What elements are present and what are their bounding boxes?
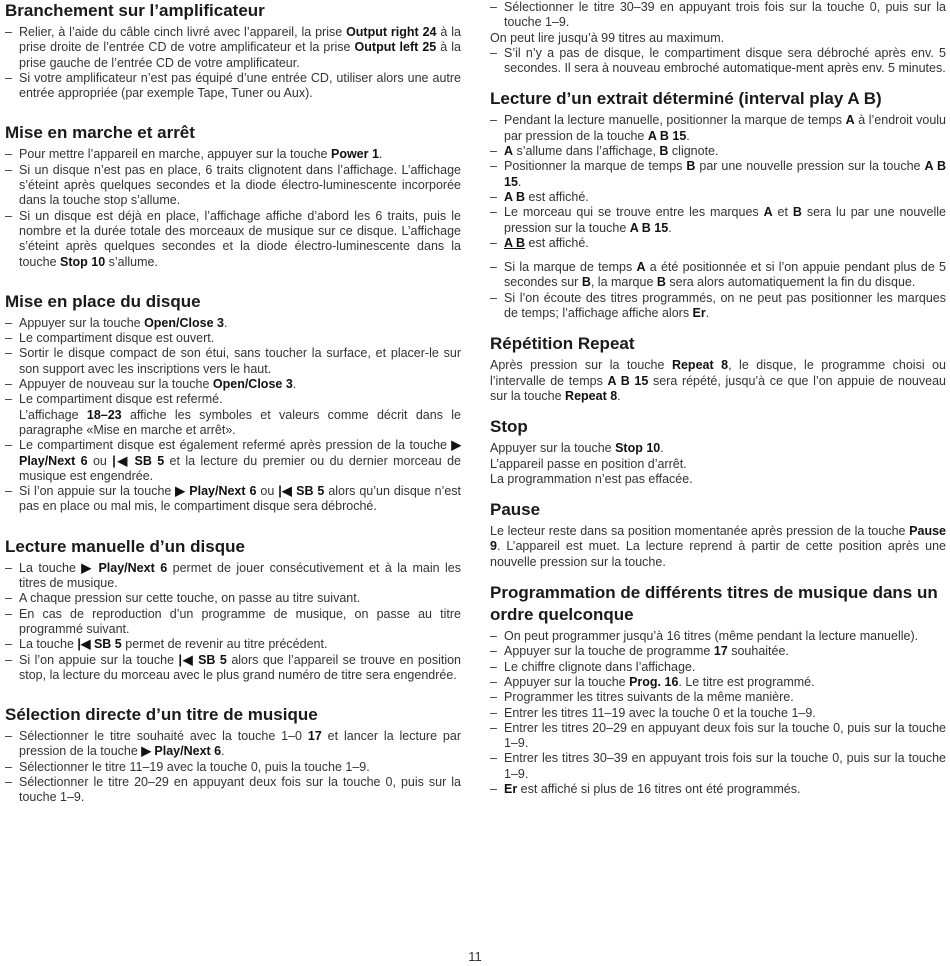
instruction-list bbox=[490, 629, 946, 797]
list-item: – Appuyer sur la touche Open/Close 3. bbox=[5, 316, 461, 331]
list-item: – Appuyer de nouveau sur la touche Open/Close 3. bbox=[5, 377, 461, 392]
list-item: – Appuyer sur la touche de programme 17 souhaitée. bbox=[490, 644, 946, 659]
list-item: – Entrer les titres 20–29 en appuyant deux fois sur la touche 0, puis sur la touche 1–9. bbox=[490, 721, 946, 752]
section-title: Pause bbox=[490, 500, 541, 520]
list-item: – Pour mettre l’appareil en marche, appuyer sur la touche Power 1. bbox=[5, 147, 461, 162]
text-line: Appuyer sur la touche Stop 10. bbox=[490, 441, 664, 456]
list-item: – Si l’on appuie sur la touche ▶ Play/Next 6 ou |◀ SB 5 alors qu’un disque n’est pas en place ou mal mis, le compartiment disque sera débroché. bbox=[5, 484, 461, 515]
instruction-list bbox=[490, 113, 946, 321]
list-item: – Le compartiment disque est ouvert. bbox=[5, 331, 461, 346]
instruction-list bbox=[490, 0, 946, 31]
section-stop bbox=[490, 416, 946, 487]
list-item: – Si un disque est déjà en place, l’affichage affiche d’abord les 6 traits, puis le nombre et la durée totale des morceaux de musique sur ce disque. L’affichage s’éteint après quelques secondes et la diode électro-luminescente dans la touche Stop 10 s’allume. bbox=[5, 209, 461, 270]
list-item: – La touche |◀ SB 5 permet de revenir au titre précédent. bbox=[5, 637, 461, 652]
list-item: – Le compartiment disque est refermé. L’affichage 18–23 affiche les symboles et valeurs comme décrit dans le paragraphe «Mise en marche et arrêt». bbox=[5, 392, 461, 438]
instruction-list bbox=[5, 316, 461, 515]
list-item: – Si votre amplificateur n’est pas équipé d’une entrée CD, utiliser alors une autre entrée appropriée (par exemple Tape, Tuner ou Aux). bbox=[5, 71, 461, 102]
list-item: – A chaque pression sur cette touche, on passe au titre suivant. bbox=[5, 591, 461, 606]
section-direct-track-selection bbox=[5, 704, 461, 805]
list-item: – Le chiffre clignote dans l’affichage. bbox=[490, 660, 946, 675]
instruction-list bbox=[490, 46, 946, 77]
section-title: Lecture d’un extrait déterminé (interval play A B) bbox=[490, 89, 882, 109]
list-item: – Sélectionner le titre 20–29 en appuyant deux fois sur la touche 0, puis sur la touche 1–9. bbox=[5, 775, 461, 806]
section-interval-play bbox=[490, 88, 946, 321]
list-item: – A B est affiché. bbox=[490, 236, 946, 251]
list-item: – Si l’on appuie sur la touche |◀ SB 5 alors que l’appareil se trouve en position stop, la lecture du morceau avec le plus grand numéro de titre sera engendrée. bbox=[5, 653, 461, 684]
instruction-list bbox=[5, 147, 461, 269]
list-item: – A B est affiché. bbox=[490, 190, 946, 205]
section-power-on-off bbox=[5, 122, 461, 269]
list-item: – Si l’on écoute des titres programmés, on ne peut pas positionner les marques de temps; l’affichage affiche alors Er. bbox=[490, 291, 946, 322]
list-item: – Appuyer sur la touche Prog. 16. Le titre est programmé. bbox=[490, 675, 946, 690]
right-column bbox=[490, 0, 946, 809]
list-item: – Si la marque de temps A a été positionnée et si l’on appuie pendant plus de 5 secondes sur B, la marque B sera alors automatiquement la fin du disque. bbox=[490, 260, 946, 291]
section-title: Lecture manuelle d’un disque bbox=[5, 536, 245, 556]
note-text: On peut lire jusqu’à 99 titres au maximum. bbox=[490, 30, 725, 45]
section-direct-track-selection-continued bbox=[490, 0, 946, 76]
section-title: Mise en marche et arrêt bbox=[5, 123, 195, 143]
section-disc-insertion bbox=[5, 291, 461, 515]
list-item: – Pendant la lecture manuelle, positionner la marque de temps A à l’endroit voulu par pression de la touche A B 15. bbox=[490, 113, 946, 144]
section-title: Branchement sur l’amplificateur bbox=[5, 1, 265, 20]
section-title: Stop bbox=[490, 417, 528, 437]
list-item: – Positionner la marque de temps B par une nouvelle pression sur la touche A B 15. bbox=[490, 159, 946, 190]
list-item: – Sortir le disque compact de son étui, sans toucher la surface, et placer-le sur son support avec les inscriptions vers le haut. bbox=[5, 346, 461, 377]
list-item: – En cas de reproduction d’un programme de musique, on passe au titre programmé suivant. bbox=[5, 607, 461, 638]
instruction-list bbox=[5, 25, 461, 101]
text-line: L’appareil passe en position d’arrêt. bbox=[490, 456, 687, 471]
list-item: – Sélectionner le titre souhaité avec la touche 1–0 17 et lancer la lecture par pression de la touche ▶ Play/Next 6. bbox=[5, 729, 461, 760]
section-amplifier-connection bbox=[5, 0, 461, 101]
text-line: La programmation n’est pas effacée. bbox=[490, 471, 693, 486]
instruction-list bbox=[5, 561, 461, 683]
paragraph: Après pression sur la touche Repeat 8, le disque, le programme choisi ou l’intervalle de temps A B 15 sera répété, jusqu’à ce que l’on appuie de nouveau sur la touche Repeat 8. bbox=[490, 358, 946, 403]
instruction-list bbox=[5, 729, 461, 805]
paragraph: Le lecteur reste dans sa position momentanée après pression de la touche Pause 9. L’appareil est muet. La lecture reprend à partir de cette position après une nouvelle pression sur la touche. bbox=[490, 524, 946, 569]
list-item: – Le morceau qui se trouve entre les marques A et B sera lu par une nouvelle pression sur la touche A B 15. bbox=[490, 205, 946, 236]
list-item: – Le compartiment disque est également refermé après pression de la touche ▶ Play/Next 6 ou |◀ SB 5 et la lecture du premier ou du dernier morceau de musique est engendrée. bbox=[5, 438, 461, 484]
section-pause bbox=[490, 499, 946, 570]
section-repeat bbox=[490, 333, 946, 404]
page-number: 11 bbox=[468, 949, 482, 964]
section-title: Sélection directe d’un titre de musique bbox=[5, 705, 318, 725]
list-item: – Entrer les titres 30–39 en appuyant trois fois sur la touche 0, puis sur la touche 1–9. bbox=[490, 751, 946, 782]
list-item: – Entrer les titres 11–19 avec la touche 0 et la touche 1–9. bbox=[490, 706, 946, 721]
section-title: Programmation de différents titres de musique dans un ordre quelconque bbox=[490, 583, 938, 625]
section-manual-playback bbox=[5, 536, 461, 683]
section-title: Répétition Repeat bbox=[490, 334, 635, 354]
list-item: – Sélectionner le titre 30–39 en appuyant trois fois sur la touche 0, puis sur la touche 1–9. bbox=[490, 0, 946, 31]
list-item: – A s’allume dans l’affichage, B clignote. bbox=[490, 144, 946, 159]
list-item: – Programmer les titres suivants de la même manière. bbox=[490, 690, 946, 705]
section-title: Mise en place du disque bbox=[5, 291, 201, 311]
list-item: – On peut programmer jusqu’à 16 titres (même pendant la lecture manuelle). bbox=[490, 629, 946, 644]
left-column bbox=[5, 0, 461, 827]
list-item: – Relier, à l’aide du câble cinch livré avec l’appareil, la prise Output right 24 à la prise droite de l’entrée CD de votre amplificateur et la prise Output left 25 à la prise gauche de l’entrée CD de votre amplificateur. bbox=[5, 25, 461, 71]
list-item: – Sélectionner le titre 11–19 avec la touche 0, puis la touche 1–9. bbox=[5, 760, 461, 775]
list-item: – La touche ▶ Play/Next 6 permet de jouer consécutivement et à la main les titres de musique. bbox=[5, 561, 461, 592]
list-item: – Si un disque n’est pas en place, 6 traits clignotent dans l’affichage. L’affichage s’éteint après quelques secondes et la diode électro-luminescente incorporée dans la touche stop s’allume. bbox=[5, 163, 461, 209]
list-item: – S’il n’y a pas de disque, le compartiment disque sera débroché après env. 5 secondes. Il sera à nouveau embroché automatique-ment après env. 5 minutes. bbox=[490, 46, 946, 77]
section-programming bbox=[490, 582, 946, 797]
list-item: – Er est affiché si plus de 16 titres ont été programmés. bbox=[490, 782, 946, 797]
